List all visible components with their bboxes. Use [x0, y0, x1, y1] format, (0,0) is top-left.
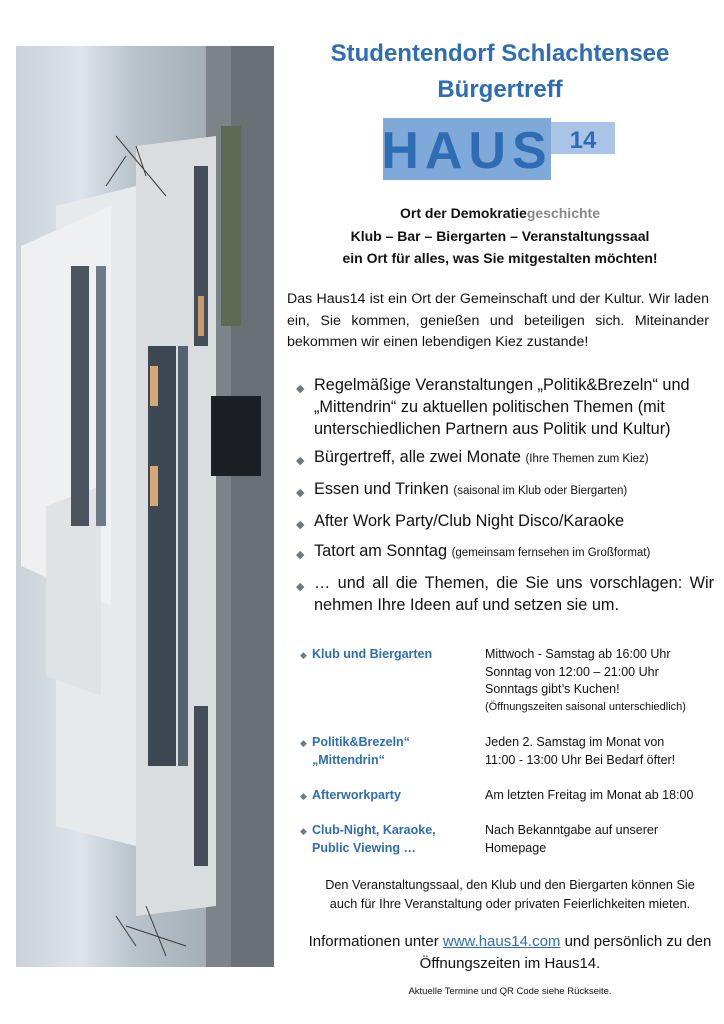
schedule-value: Nach Bekanntgabe auf unserer Homepage [485, 823, 659, 855]
tagline-line2: Klub – Bar – Biergarten – Veranstaltungssaal [350, 228, 650, 244]
building-photo [16, 46, 274, 967]
schedule-value: Mittwoch - Samstag ab 16:00 Uhr Sonntag von 12:00 – 21:00 Uhr Sonntags gibt’s Kuchen! (Öffnungszeiten saisonal unterschiedlich) [485, 647, 686, 713]
list-item: ◆ Regelmäßige Veranstaltungen „Politik&Brezeln“ und „Mittendrin“ zu aktuellen politischen Themen (mit unterschiedlichen Partnern aus Politik und Kultur) [296, 376, 690, 438]
list-item: ◆ Essen und Trinken (saisonal im Klub oder Biergarten) [296, 478, 714, 502]
diamond-bullet-icon: ◆ [296, 549, 305, 561]
tagline-line3: ein Ort für alles, was Sie mitgestalten möchten! [342, 250, 658, 266]
list-item: ◆ … und all die Themen, die Sie uns vorschlagen: Wir nehmen Ihre Ideen auf und setzen sie um. [296, 574, 714, 614]
page-subtitle: Bürgertreff [437, 76, 563, 103]
schedule-value: Am letzten Freitag im Monat ab 18:00 [485, 788, 694, 802]
diamond-bullet-icon: ◆ [296, 383, 305, 395]
haus14-logo [383, 114, 615, 184]
list-item: ◆ Bürgertreff, alle zwei Monate (Ihre Themen zum Kiez) [296, 446, 714, 470]
logo-text: HAUS [383, 122, 553, 180]
tagline-line1: Ort der Demokratiegeschichte [400, 205, 600, 221]
diamond-bullet-icon: ◆ [296, 519, 305, 531]
diamond-bullet-icon: ◆ [300, 650, 307, 660]
diamond-bullet-icon: ◆ [296, 455, 305, 467]
page-title: Studentendorf Schlachtensee [330, 40, 670, 67]
schedule-label: ◆ Club-Night, Karaoke, Public Viewing … [300, 823, 436, 855]
schedule-label: ◆ Politik&Brezeln“ „Mittendrin“ [300, 735, 410, 767]
diamond-bullet-icon: ◆ [300, 791, 307, 801]
building-illustration [16, 46, 274, 967]
footer-note: Aktuelle Termine und QR Code siehe Rückseite. [408, 986, 612, 997]
intro-paragraph: Das Haus14 ist ein Ort der Gemeinschaft und der Kultur. Wir laden ein, Sie kommen, genießen und beteiligen sich. Miteinander bekommen wir einen lebendigen Kiez zustande! [287, 291, 709, 350]
diamond-bullet-icon: ◆ [296, 581, 305, 593]
list-item: ◆ After Work Party/Club Night Disco/Karaoke [296, 510, 714, 532]
schedule-label: ◆ Klub und Biergarten [300, 646, 485, 664]
diamond-bullet-icon: ◆ [296, 487, 305, 499]
diamond-bullet-icon: ◆ [300, 738, 307, 748]
schedule-label: ◆ Afterworkparty [300, 787, 485, 805]
list-item: ◆ Tatort am Sonntag (gemeinsam fernsehen im Großformat) [296, 540, 714, 564]
website-link[interactable]: www.haus14.com [442, 933, 561, 950]
info-line: Informationen unter www.haus14.com und persönlich zu den Öffnungszeiten im Haus14. [308, 933, 712, 972]
logo-number: 14 [569, 127, 597, 154]
diamond-bullet-icon: ◆ [300, 826, 307, 836]
rental-note: Den Veranstaltungssaal, den Klub und den Biergarten können Sie auch für Ihre Veranstaltung oder privaten Feierlichkeiten mieten. [325, 878, 695, 911]
schedule-value: Jeden 2. Samstag im Monat von 11:00 - 13:00 Uhr Bei Bedarf öfter! [485, 735, 676, 767]
feature-list [296, 374, 714, 616]
